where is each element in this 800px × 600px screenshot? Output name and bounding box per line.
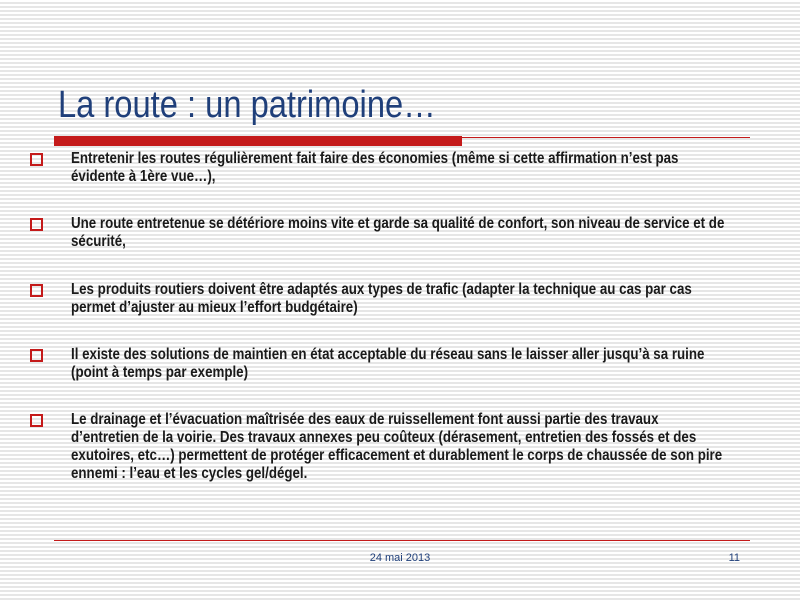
page-number: 11 — [728, 552, 740, 564]
square-bullet-icon — [30, 349, 43, 362]
bullet-text: Les produits routiers doivent être adaptés aux types de trafic (adapter la technique au cas par cas permet d’ajuster au mieux l’effort budgétaire) — [71, 281, 692, 316]
square-bullet-icon — [30, 414, 43, 427]
square-bullet-icon — [30, 153, 43, 166]
bullet-text: Une route entretenue se détériore moins vite et garde sa qualité de confort, son niveau de service et de sécurité, — [71, 215, 725, 250]
bullet-text: Le drainage et l’évacuation maîtrisée des eaux de ruissellement font aussi partie des travaux d’entretien de la voirie. Des travaux annexes peu coûteux (dérasement, entretien des fossés et des exutoires, etc…) permettent de protéger efficacement et durablement le corps de chaussée de son pire ennemi : l’eau et les cycles gel/dégel. — [71, 411, 723, 482]
slide-title: La route : un patrimoine… — [58, 84, 436, 126]
footer-date: 24 mai 2013 — [369, 552, 431, 564]
bullet-text: Entretenir les routes régulièrement fait faire des économies (même si cette affirmation n’est pas évidente à 1ère vue…), — [71, 150, 679, 185]
square-bullet-icon — [30, 218, 43, 231]
title-underline-thin — [54, 137, 750, 138]
square-bullet-icon — [30, 284, 43, 297]
bullet-text: Il existe des solutions de maintien en état acceptable du réseau sans le laisser aller jusqu’à sa ruine (point à temps par exemple) — [71, 346, 705, 381]
footer-rule — [54, 540, 750, 541]
